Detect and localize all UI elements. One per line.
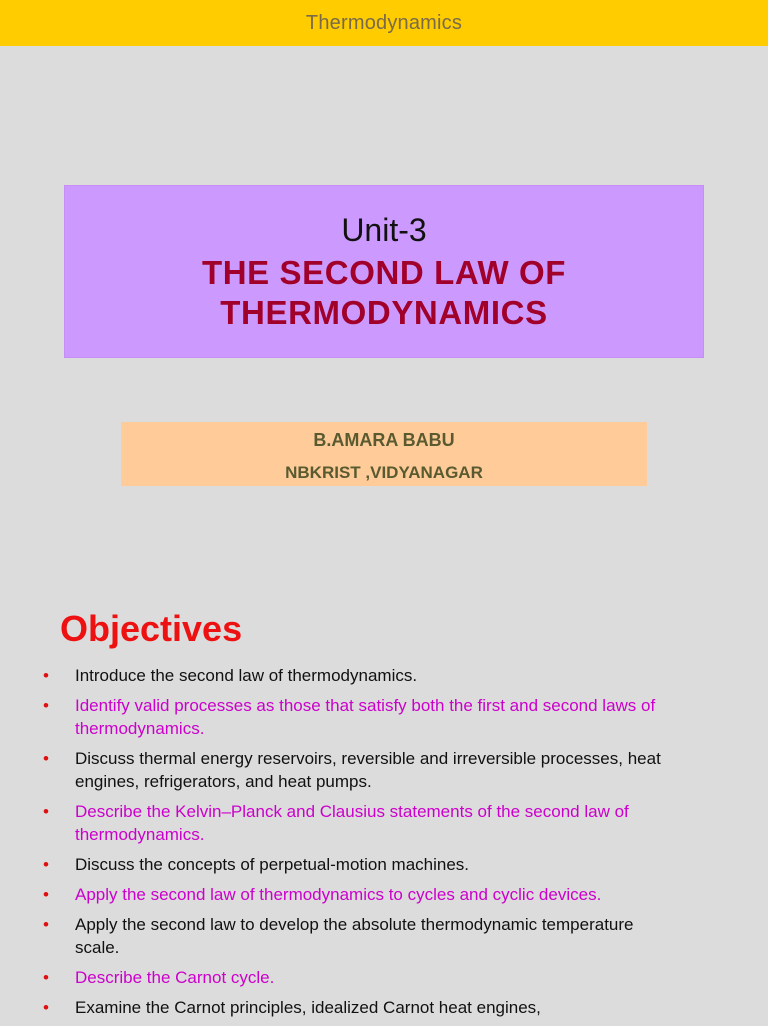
header-title: Thermodynamics	[305, 11, 463, 34]
objective-item	[0, 996, 675, 1019]
unit-label: Unit-3	[341, 212, 427, 248]
objective-text: Describe the Carnot cycle.	[75, 968, 275, 987]
title-box	[64, 185, 704, 358]
objective-item	[0, 800, 675, 846]
objective-text: Examine the Carnot principles, idealized Carnot heat engines,	[75, 998, 541, 1017]
bullet-icon: •	[43, 749, 49, 768]
objective-text: Discuss thermal energy reservoirs, reversible and irreversible processes, heat engines, refrigerators, and heat pumps.	[75, 749, 661, 791]
bullet-icon: •	[43, 968, 49, 987]
objective-text: Discuss the concepts of perpetual-motion machines.	[75, 855, 470, 874]
slide-title	[65, 253, 703, 333]
bullet-icon: •	[43, 666, 49, 685]
bullet-icon: •	[43, 998, 49, 1017]
slide-title-line-1: THE SECOND LAW OF	[201, 254, 567, 291]
objectives-heading: Objectives	[60, 608, 243, 649]
objective-item	[0, 853, 675, 876]
header-bar	[0, 0, 768, 46]
objective-text: Identify valid processes as those that satisfy both the first and second laws of thermodynamics.	[75, 696, 656, 738]
objective-text: Apply the second law of thermodynamics to cycles and cyclic devices.	[75, 885, 602, 904]
objective-item	[0, 883, 675, 906]
objective-text: Describe the Kelvin–Planck and Clausius statements of the second law of thermodynamics.	[75, 802, 629, 844]
author-institution: NBKRIST ,VIDYANAGAR	[285, 463, 483, 482]
bullet-icon: •	[43, 915, 49, 934]
objective-text: Introduce the second law of thermodynamics.	[75, 666, 418, 685]
objective-item	[0, 747, 675, 793]
bullet-icon: •	[43, 696, 49, 715]
bullet-icon: •	[43, 885, 49, 904]
objective-item	[0, 694, 675, 740]
bullet-icon: •	[43, 855, 49, 874]
objective-item	[0, 913, 675, 959]
objectives-list	[0, 664, 768, 1026]
author-box	[121, 422, 647, 486]
bullet-icon: •	[43, 802, 49, 821]
slide-title-line-2: THERMODYNAMICS	[220, 294, 548, 331]
objective-item	[0, 664, 675, 687]
objective-item	[0, 966, 675, 989]
objective-text: Apply the second law to develop the absolute thermodynamic temperature scale.	[75, 915, 634, 957]
author-name: B.AMARA BABU	[313, 430, 455, 450]
